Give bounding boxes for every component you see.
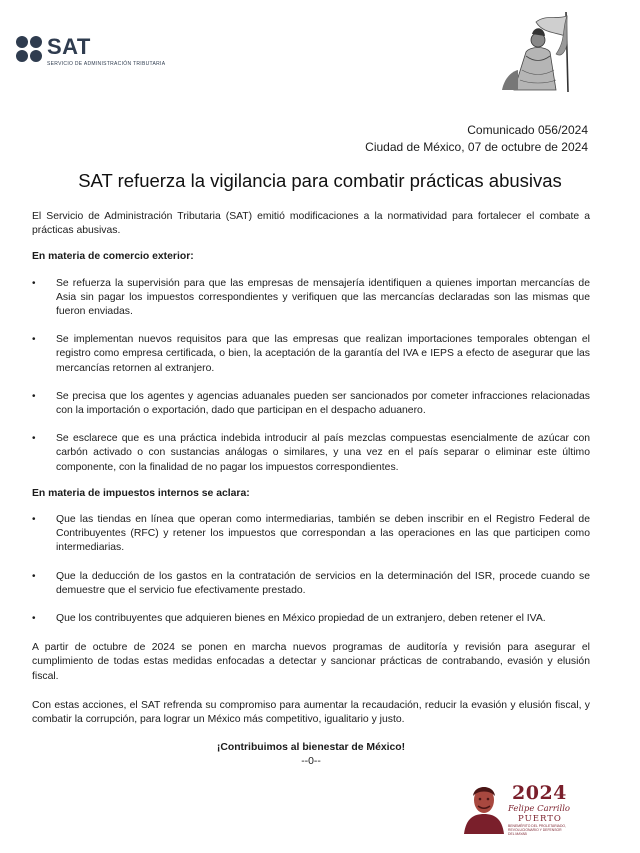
badge-year: 2024 <box>512 782 567 804</box>
section-heading-comercio: En materia de comercio exterior: <box>32 251 194 263</box>
commitment-paragraph: Con estas acciones, el SAT refrenda su compromiso para aumentar la recaudación, reducir la evasión y elusión fiscal, y combatir la corrupción, para lograr un México más competitivo, igualitario y justo. <box>32 699 590 726</box>
list-item: • Se refuerza la supervisión para que las empresas de mensajería identifiquen a quienes importan mercancías de Asia sin pagar los impuestos correspondientes y verifiquen que las mercancías declaradas son las mismas que fueron enviadas. <box>32 277 590 320</box>
place-date: Ciudad de México, 07 de octubre de 2024 <box>365 140 588 154</box>
list-item: • Que las tiendas en línea que operan como intermediarias, también se deben inscribir en el Registro Federal de Contribuyentes (RFC) y retener los impuestos que correspondan a las operaciones en las que participen como intermediarias. <box>32 513 590 556</box>
document-meta <box>365 122 588 156</box>
sat-logo <box>16 36 165 67</box>
logo-word: SAT <box>47 34 91 59</box>
list-item: • Se precisa que los agentes y agencias aduanales pueden ser sancionados por cometer infracciones relacionadas con la importación o exportación, dado que participan en el despacho aduanero. <box>32 390 590 418</box>
badge-small-text: BENEMÉRITO DEL PROLETARIADO, REVOLUCIONARIO Y DEFENSOR DEL MAYAB <box>508 824 566 836</box>
list-item: • Que los contribuyentes que adquieren bienes en México propiedad de un extranjero, deben retener el IVA. <box>32 612 590 626</box>
badge-name-line2: PUERTO <box>518 814 562 824</box>
badge-name-line1: Felipe Carrillo <box>508 804 571 814</box>
comunicado-number: Comunicado 056/2024 <box>467 123 588 137</box>
felipe-carrillo-badge <box>460 778 600 834</box>
portrait-icon <box>460 778 508 834</box>
impuestos-list <box>32 513 590 626</box>
closing-slogan: ¡Contribuimos al bienestar de México! <box>216 742 406 754</box>
list-item: • Se esclarece que es una práctica indebida introducir al país mezclas compuestas esencialmente de azúcar con carbón activado o con sustancias análogas o similares, y una vez en el país separar o eliminar este último componente, con la finalidad de no pagar los impuestos correspondientes. <box>32 432 590 475</box>
list-item: • Que la deducción de los gastos en la contratación de servicios en la determinación del ISR, procede cuando se demuestre que el servicio fue efectivamente prestado. <box>32 570 590 598</box>
document-title: SAT refuerza la vigilancia para combatir prácticas abusivas <box>78 170 562 191</box>
document-body <box>32 210 590 770</box>
section-heading-impuestos: En materia de impuestos internos se aclara: <box>32 487 250 499</box>
sat-dots-icon <box>16 36 42 62</box>
end-mark: --0-- <box>301 756 321 768</box>
comercio-list <box>32 277 590 475</box>
flag-woman-emblem-icon <box>496 10 580 94</box>
intro-paragraph: El Servicio de Administración Tributaria (SAT) emitió modificaciones a la normatividad para fortalecer el combate a prácticas abusivas. <box>32 211 590 237</box>
list-item: • Se implementan nuevos requisitos para que las empresas que realizan importaciones temporales obtengan el registro como empresa certificada, o bien, la aceptación de la garantía del IVA e IEPS a efecto de asegurar que las mercancías retornen al extranjero. <box>32 333 590 376</box>
audit-paragraph: A partir de octubre de 2024 se ponen en marcha nuevos programas de auditoría y revisión para asegurar el cumplimiento de todas estas medidas enfocadas a detectar y sancionar prácticas de contrabando, evasión y elusión fiscal. <box>32 642 590 682</box>
logo-subtitle: SERVICIO DE ADMINISTRACIÓN TRIBUTARIA <box>47 61 166 67</box>
